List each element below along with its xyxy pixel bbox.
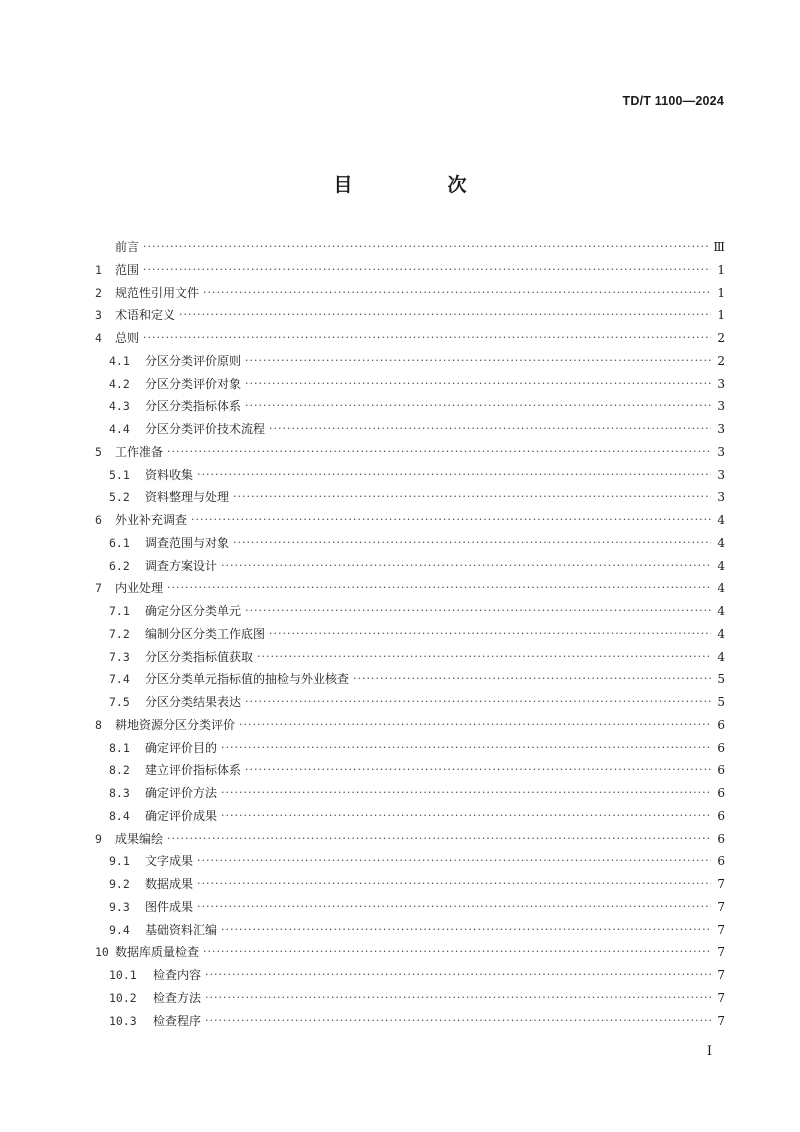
toc-entry-page: 6 <box>717 831 725 846</box>
toc-entry-page: 5 <box>717 672 725 687</box>
toc-entry-page: 4 <box>717 558 725 573</box>
toc-entry-number: 5 <box>95 444 102 459</box>
toc-entry-title[interactable]: 确定评价成果 <box>145 808 218 823</box>
toc-entry[interactable] <box>95 532 725 555</box>
toc-entry[interactable] <box>95 782 725 805</box>
toc-dot-leader <box>167 441 711 464</box>
toc-entry-number: 6.2 <box>109 558 130 573</box>
toc-entry[interactable] <box>95 873 725 896</box>
toc-entry-number: 5.1 <box>109 467 130 482</box>
toc-entry-title[interactable]: 检查内容 <box>153 968 202 982</box>
toc-entry-page: 3 <box>717 422 725 436</box>
toc-entry-title[interactable]: 分区分类评价原则 <box>145 353 242 368</box>
toc-dot-leader <box>221 555 711 578</box>
toc-entry-number: 9.2 <box>109 877 130 891</box>
toc-entry-title[interactable]: 外业补充调查 <box>115 513 188 527</box>
toc-entry-title[interactable]: 调查范围与对象 <box>145 535 230 550</box>
toc-entry[interactable] <box>95 395 725 418</box>
toc-dot-leader <box>197 464 711 487</box>
toc-dot-leader <box>245 600 711 623</box>
toc-entry[interactable] <box>95 486 725 509</box>
toc-entry-title[interactable]: 确定评价方法 <box>145 786 218 800</box>
toc-entry-title[interactable]: 调查方案设计 <box>145 558 218 573</box>
toc-entry[interactable] <box>95 987 725 1010</box>
toc-entry[interactable] <box>95 964 725 987</box>
toc-entry-title[interactable]: 分区分类结果表达 <box>145 695 242 709</box>
toc-entry-title[interactable]: 范围 <box>115 262 140 277</box>
toc-entry-title[interactable]: 数据库质量检查 <box>115 945 200 960</box>
toc-entry-title[interactable]: 总则 <box>115 331 140 345</box>
toc-entry-page: 6 <box>717 808 725 823</box>
table-of-contents <box>95 236 725 1032</box>
toc-entry-number: 7.4 <box>109 672 130 687</box>
toc-dot-leader <box>221 919 711 942</box>
toc-entry-title[interactable]: 数据成果 <box>145 877 194 891</box>
toc-dot-leader <box>233 486 711 509</box>
toc-entry-number: 7 <box>95 581 102 596</box>
toc-entry-title[interactable]: 耕地资源分区分类评价 <box>115 717 236 732</box>
toc-entry-number: 4.3 <box>109 399 130 414</box>
toc-entry-number: 8.2 <box>109 763 130 778</box>
toc-entry-page: 6 <box>717 854 725 869</box>
toc-entry-number: 10.1 <box>109 968 137 982</box>
toc-dot-leader <box>353 668 711 691</box>
toc-entry-page: 4 <box>717 626 725 641</box>
toc-entry-title[interactable]: 确定评价目的 <box>145 740 218 755</box>
toc-entry-page: 1 <box>717 285 725 300</box>
toc-entry-page: 7 <box>717 968 725 982</box>
toc-dot-leader <box>197 850 711 873</box>
toc-entry-title[interactable]: 检查程序 <box>153 1013 202 1028</box>
page-title: 目 次 <box>333 174 505 196</box>
toc-dot-leader <box>143 259 711 282</box>
toc-entry-number: 9 <box>95 831 102 846</box>
toc-entry-page: 4 <box>717 535 725 550</box>
toc-entry-title[interactable]: 图件成果 <box>145 899 194 914</box>
toc-dot-leader <box>197 873 711 896</box>
toc-entry-title[interactable]: 分区分类评价技术流程 <box>145 422 266 436</box>
toc-entry[interactable] <box>95 805 725 828</box>
toc-entry-page: 6 <box>717 763 725 778</box>
toc-entry-number: 2 <box>95 285 102 300</box>
toc-entry-page: 3 <box>717 490 725 505</box>
toc-entry-page: 6 <box>717 786 725 800</box>
toc-entry-title[interactable]: 编制分区分类工作底图 <box>145 626 266 641</box>
toc-entry[interactable] <box>95 350 725 373</box>
toc-entry[interactable] <box>95 327 725 350</box>
toc-entry-number: 7.2 <box>109 626 130 641</box>
toc-entry-number: 8.3 <box>109 786 130 800</box>
toc-entry-number: 9.4 <box>109 922 130 937</box>
toc-entry-page: 3 <box>717 399 725 414</box>
toc-entry-number: 6.1 <box>109 535 130 550</box>
toc-entry-number: 4.4 <box>109 422 130 436</box>
toc-entry-page: 2 <box>717 331 725 345</box>
toc-entry[interactable] <box>95 714 725 737</box>
toc-entry[interactable] <box>95 555 725 578</box>
toc-entry[interactable] <box>95 668 725 691</box>
toc-entry[interactable] <box>95 646 725 669</box>
toc-entry-number: 9.1 <box>109 854 130 869</box>
toc-dot-leader <box>179 304 711 327</box>
toc-entry-number: 9.3 <box>109 899 130 914</box>
toc-entry-page: 4 <box>717 604 725 618</box>
toc-entry[interactable] <box>95 919 725 942</box>
toc-dot-leader <box>221 737 711 760</box>
toc-entry-title[interactable]: 前言 <box>115 240 140 254</box>
toc-entry-title[interactable]: 成果编绘 <box>115 831 164 846</box>
toc-entry[interactable] <box>95 259 725 282</box>
toc-entry[interactable] <box>95 509 725 532</box>
toc-entry[interactable] <box>95 418 725 441</box>
toc-entry-number: 8.4 <box>109 808 130 823</box>
toc-dot-leader <box>245 759 711 782</box>
toc-entry-title[interactable]: 术语和定义 <box>115 308 176 323</box>
toc-entry[interactable] <box>95 441 725 464</box>
toc-entry-page: 4 <box>717 649 725 664</box>
toc-entry-number: 7.1 <box>109 604 130 618</box>
toc-entry[interactable] <box>95 691 725 714</box>
toc-entry-number: 6 <box>95 513 102 527</box>
toc-entry-title[interactable]: 分区分类评价对象 <box>145 376 242 391</box>
toc-entry-page: 4 <box>717 581 725 596</box>
toc-entry-title[interactable]: 分区分类指标值获取 <box>145 649 254 664</box>
toc-entry-number: 4.2 <box>109 376 130 391</box>
toc-entry-number: 7.3 <box>109 649 130 664</box>
toc-dot-leader <box>239 714 711 737</box>
toc-entry[interactable] <box>95 850 725 873</box>
toc-dot-leader <box>245 350 711 373</box>
toc-entry-title[interactable]: 内业处理 <box>115 581 164 596</box>
toc-dot-leader <box>233 532 711 555</box>
toc-entry[interactable] <box>95 464 725 487</box>
toc-entry-title[interactable]: 检查方法 <box>153 990 202 1005</box>
toc-entry-page: 7 <box>717 899 725 914</box>
toc-entry-page: 7 <box>717 1013 725 1028</box>
toc-entry[interactable] <box>95 282 725 305</box>
toc-entry[interactable] <box>95 236 725 259</box>
toc-entry-title[interactable]: 基础资料汇编 <box>145 922 218 937</box>
toc-entry[interactable] <box>95 623 725 646</box>
toc-entry-number: 4.1 <box>109 353 130 368</box>
document-code: TD/T 1100—2024 <box>622 94 724 108</box>
toc-entry-title[interactable]: 文字成果 <box>145 854 194 869</box>
toc-entry-number: 4 <box>95 331 102 345</box>
page-number: I <box>706 1044 712 1059</box>
toc-dot-leader <box>197 896 711 919</box>
toc-entry-number: 8 <box>95 717 102 732</box>
toc-dot-leader <box>205 964 711 987</box>
toc-entry-page: 7 <box>717 945 725 960</box>
toc-entry-number: 8.1 <box>109 740 130 755</box>
toc-dot-leader <box>167 828 711 851</box>
toc-entry-page: 5 <box>717 695 725 709</box>
toc-entry[interactable] <box>95 941 725 964</box>
toc-entry-page: Ⅲ <box>713 240 725 254</box>
toc-entry-page: 3 <box>717 467 725 482</box>
toc-dot-leader <box>221 805 711 828</box>
toc-entry-page: 7 <box>717 922 725 937</box>
toc-dot-leader <box>245 395 711 418</box>
toc-entry[interactable] <box>95 828 725 851</box>
toc-entry-title[interactable]: 资料整理与处理 <box>145 490 230 505</box>
toc-entry[interactable] <box>95 737 725 760</box>
toc-entry-title[interactable]: 确定分区分类单元 <box>145 604 242 618</box>
toc-entry[interactable] <box>95 304 725 327</box>
toc-entry-page: 4 <box>717 513 725 527</box>
toc-entry-number: 7.5 <box>109 695 130 709</box>
toc-entry-page: 1 <box>717 262 725 277</box>
toc-entry-title[interactable]: 规范性引用文件 <box>115 285 200 300</box>
toc-entry-page: 3 <box>717 376 725 391</box>
toc-dot-leader <box>221 782 711 805</box>
toc-entry-title[interactable]: 资料收集 <box>145 467 194 482</box>
toc-entry[interactable] <box>95 373 725 396</box>
toc-entry-title[interactable]: 分区分类单元指标值的抽检与外业核查 <box>145 672 350 687</box>
toc-dot-leader <box>205 1010 711 1033</box>
toc-entry-title[interactable]: 工作准备 <box>115 444 164 459</box>
toc-dot-leader <box>143 327 711 350</box>
toc-entry-number: 10 <box>95 945 109 960</box>
toc-entry-number: 5.2 <box>109 490 130 505</box>
toc-entry-page: 7 <box>717 877 725 891</box>
toc-dot-leader <box>269 623 711 646</box>
toc-entry-number: 10.2 <box>109 990 137 1005</box>
toc-entry-title[interactable]: 建立评价指标体系 <box>145 763 242 778</box>
toc-dot-leader <box>203 282 711 305</box>
toc-dot-leader <box>257 646 711 669</box>
toc-entry-page: 7 <box>717 990 725 1005</box>
toc-dot-leader <box>205 987 711 1010</box>
toc-entry[interactable] <box>95 896 725 919</box>
toc-entry-page: 6 <box>717 740 725 755</box>
toc-entry[interactable] <box>95 577 725 600</box>
toc-entry[interactable] <box>95 759 725 782</box>
toc-entry-number: 10.3 <box>109 1013 137 1028</box>
toc-dot-leader <box>245 691 711 714</box>
toc-dot-leader <box>167 577 711 600</box>
toc-entry-page: 3 <box>717 444 725 459</box>
toc-entry-number: 3 <box>95 308 102 323</box>
toc-dot-leader <box>245 373 711 396</box>
toc-dot-leader <box>269 418 711 441</box>
toc-dot-leader <box>203 941 711 964</box>
toc-entry[interactable] <box>95 1010 725 1033</box>
toc-dot-leader <box>143 236 709 259</box>
toc-entry[interactable] <box>95 600 725 623</box>
toc-dot-leader <box>191 509 711 532</box>
toc-entry-number: 1 <box>95 262 102 277</box>
toc-entry-page: 1 <box>717 308 725 323</box>
toc-entry-page: 6 <box>717 717 725 732</box>
toc-entry-title[interactable]: 分区分类指标体系 <box>145 399 242 414</box>
toc-entry-page: 2 <box>717 353 725 368</box>
